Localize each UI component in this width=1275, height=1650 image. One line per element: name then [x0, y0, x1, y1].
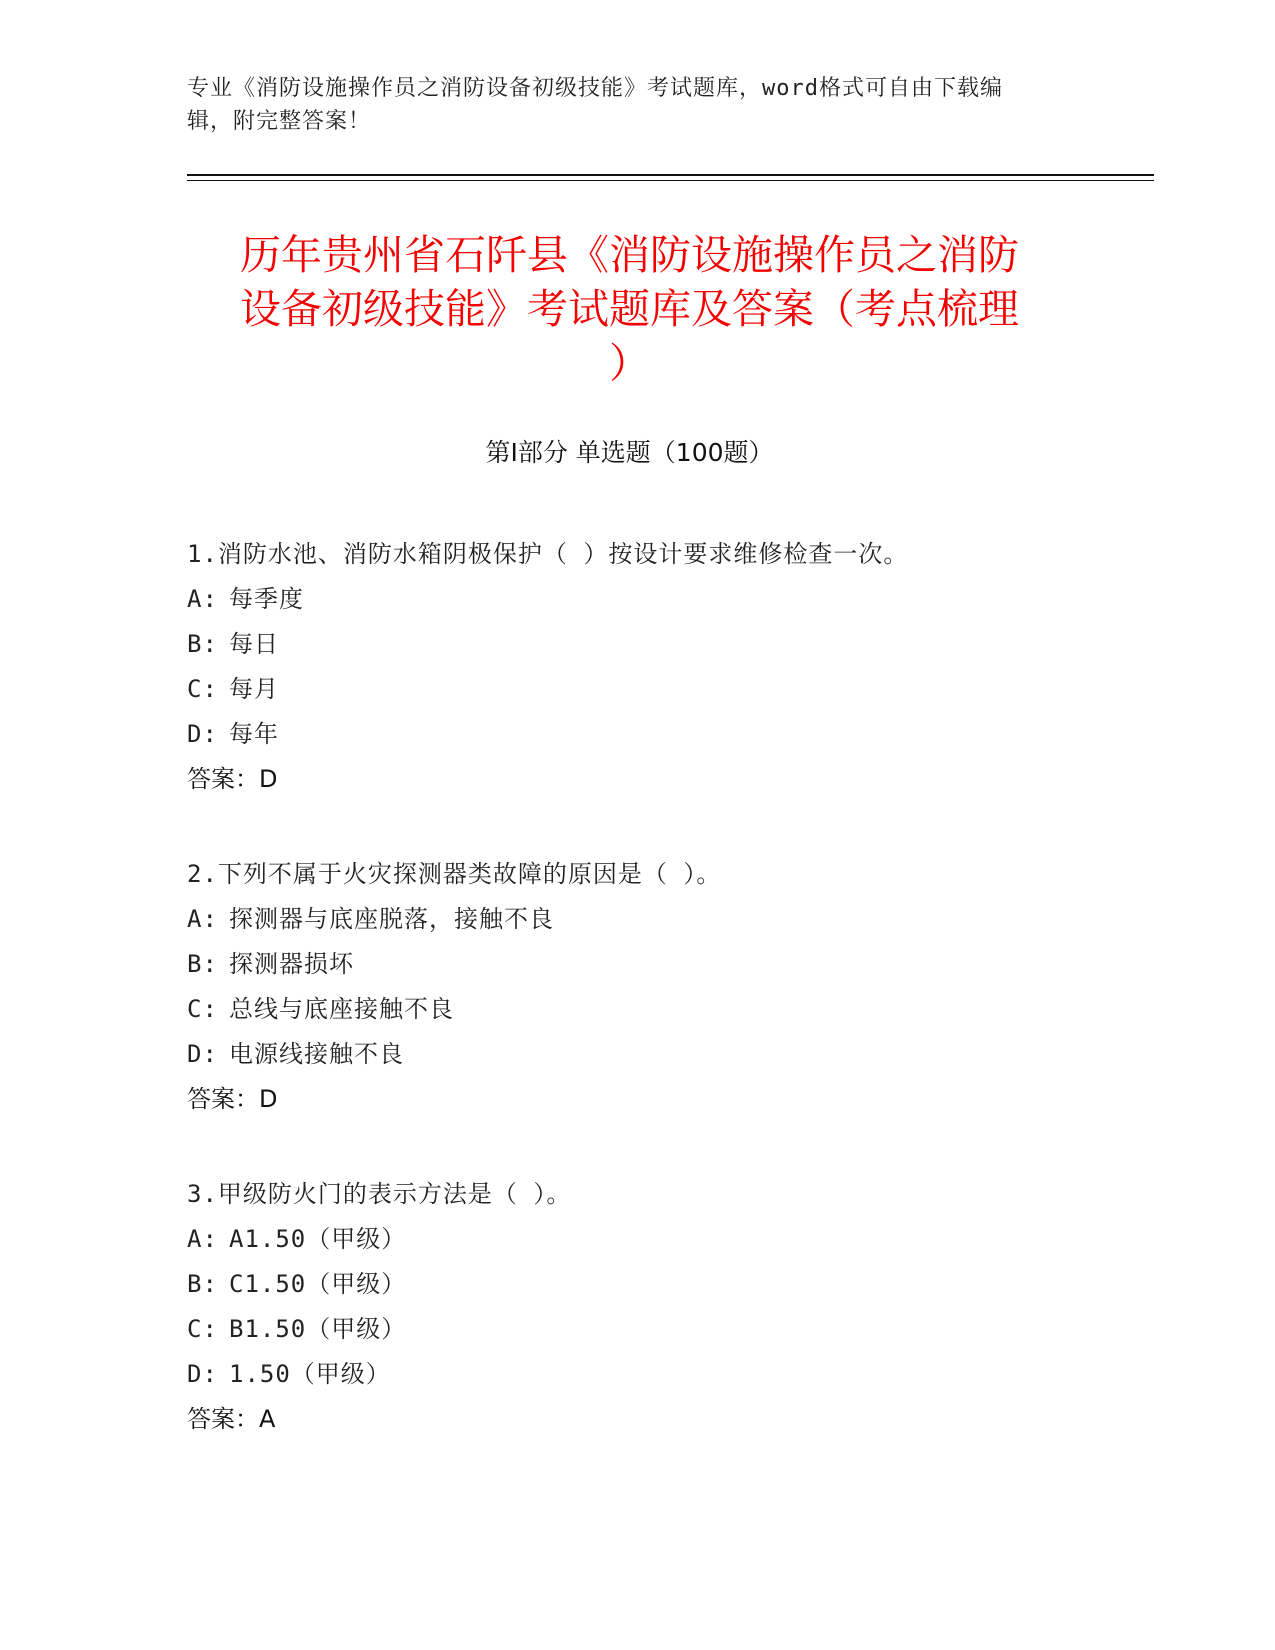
- option-text: 探测器与底座脱落，接触不良: [229, 905, 554, 933]
- option-key: D:: [187, 720, 218, 748]
- question-stem: 1.消防水池、消防水箱阴极保护（ ）按设计要求维修检查一次。: [187, 540, 909, 568]
- option-text: 每日: [229, 630, 279, 658]
- question-stem: 3.甲级防火门的表示方法是（ ）。: [187, 1180, 572, 1208]
- option-key: D:: [187, 1360, 218, 1388]
- section-heading: 第Ⅰ部分 单选题（100题）: [485, 438, 774, 467]
- option-d: [187, 712, 1154, 757]
- option-key: D:: [187, 1040, 218, 1068]
- intro-line-2: 辑，附完整答案！: [187, 109, 372, 134]
- option-a: [187, 577, 1154, 622]
- option-key: C:: [187, 995, 218, 1023]
- option-text: 每月: [229, 675, 279, 703]
- answer-line: 答案：A: [187, 1405, 276, 1433]
- question-3: [187, 1172, 1154, 1442]
- title-line-3: ）: [609, 339, 650, 387]
- document-title: [187, 228, 1072, 390]
- option-a: [187, 897, 1154, 942]
- option-c: [187, 1307, 1154, 1352]
- answer-line: 答案：D: [187, 765, 278, 793]
- option-key: A:: [187, 905, 218, 933]
- title-line-1: 历年贵州省石阡县《消防设施操作员之消防: [240, 231, 1019, 279]
- question-1: [187, 532, 1154, 802]
- option-d: [187, 1352, 1154, 1397]
- option-b: [187, 622, 1154, 667]
- intro-paragraph: [187, 72, 1067, 138]
- option-key: C:: [187, 1315, 218, 1343]
- answer-line: 答案：D: [187, 1085, 278, 1113]
- option-text: 电源线接触不良: [229, 1040, 404, 1068]
- header-divider-thin: [187, 180, 1154, 181]
- question-list: [187, 532, 1154, 1492]
- option-text: 总线与底座接触不良: [229, 995, 454, 1023]
- title-line-2: 设备初级技能》考试题库及答案（考点梳理: [240, 285, 1019, 333]
- option-d: [187, 1032, 1154, 1077]
- option-text: 探测器损坏: [229, 950, 354, 978]
- question-stem: 2.下列不属于火灾探测器类故障的原因是（ ）。: [187, 860, 722, 888]
- option-c: [187, 667, 1154, 712]
- option-text: 每年: [229, 720, 279, 748]
- option-key: A:: [187, 585, 218, 613]
- intro-line-1: 专业《消防设施操作员之消防设备初级技能》考试题库，word格式可自由下载编: [187, 76, 1003, 101]
- option-key: A:: [187, 1225, 218, 1253]
- option-key: B:: [187, 1270, 218, 1298]
- option-text: C1.50（甲级）: [229, 1270, 407, 1298]
- option-b: [187, 942, 1154, 987]
- option-b: [187, 1262, 1154, 1307]
- option-key: B:: [187, 950, 218, 978]
- option-text: A1.50（甲级）: [229, 1225, 407, 1253]
- option-key: B:: [187, 630, 218, 658]
- header-divider-thick: [187, 174, 1154, 176]
- option-text: B1.50（甲级）: [229, 1315, 407, 1343]
- option-a: [187, 1217, 1154, 1262]
- option-text: 每季度: [229, 585, 304, 613]
- option-key: C:: [187, 675, 218, 703]
- option-c: [187, 987, 1154, 1032]
- question-2: [187, 852, 1154, 1122]
- option-text: 1.50（甲级）: [229, 1360, 391, 1388]
